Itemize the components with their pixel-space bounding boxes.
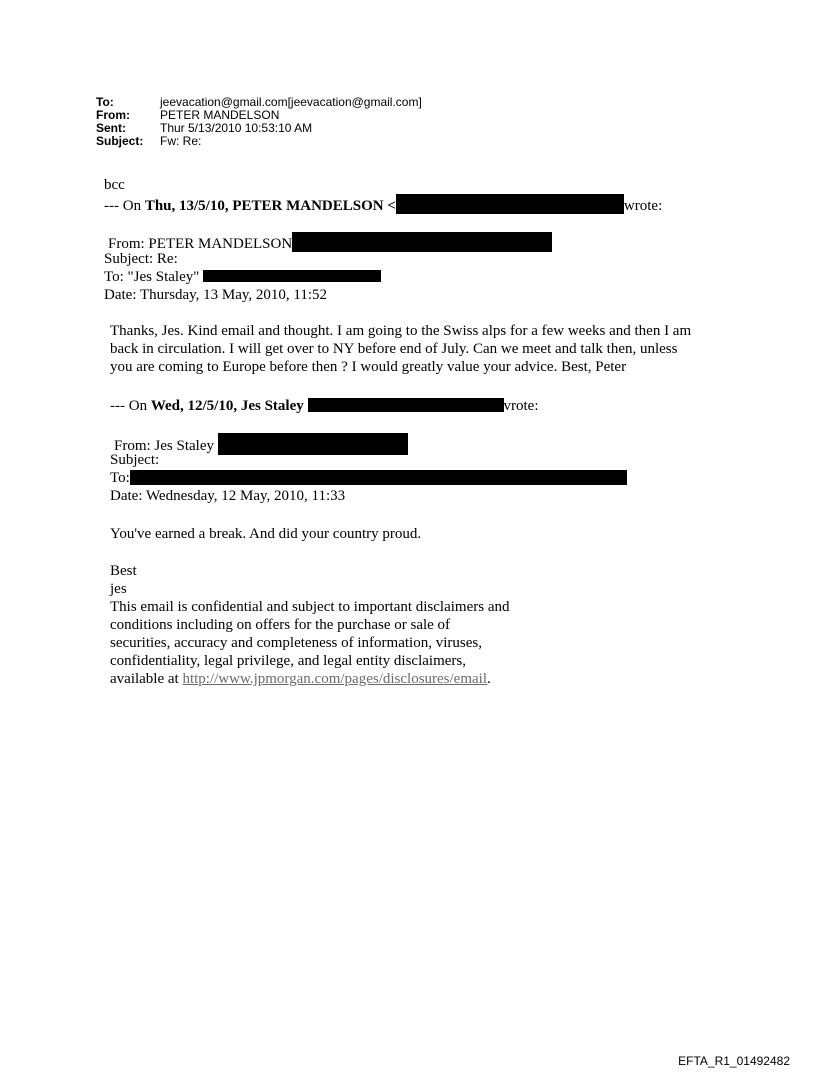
- m2-to: To:: [110, 470, 130, 486]
- p2-line: You've earned a break. And did your country proud.: [110, 526, 422, 542]
- m2-date: Date: Wednesday, 12 May, 2010, 11:33: [110, 488, 346, 504]
- subject-value: Fw: Re:: [160, 134, 202, 148]
- disclaimer-line-4: confidentiality, legal privilege, and legal entity disclaimers,: [110, 653, 466, 669]
- quote-2-sender: Wed, 12/5/10, Jes Staley: [150, 398, 304, 414]
- p1-line-3: you are coming to Europe before then ? I would greatly value your advice. Best, Peter: [110, 359, 627, 375]
- disclosures-link[interactable]: http://www.jpmorgan.com/pages/disclosures/email: [182, 671, 488, 687]
- redaction-bar: [203, 270, 381, 282]
- from-label: From:: [96, 108, 130, 122]
- sent-value: Thur 5/13/2010 10:53:10 AM: [160, 121, 313, 135]
- quote-1-wrote: wrote:: [623, 198, 663, 214]
- email-header: [96, 96, 422, 148]
- redaction-bar: [308, 398, 504, 412]
- redaction-bar: [130, 470, 627, 485]
- disclaimer-line-5: [110, 670, 491, 688]
- from-value: PETER MANDELSON: [160, 108, 280, 122]
- disclaimer-prefix: available at: [110, 671, 183, 687]
- sent-label: Sent:: [96, 121, 126, 135]
- to-label: To:: [96, 95, 114, 109]
- header-sent-row: [96, 122, 422, 135]
- document-id: EFTA_R1_01492482: [678, 1054, 790, 1068]
- quote-1-sender: Thu, 13/5/10, PETER MANDELSON <: [144, 198, 396, 214]
- signature-name: jes: [110, 581, 127, 597]
- quote-2-wrote: vrote:: [503, 398, 539, 414]
- m1-to-line: [104, 268, 381, 286]
- disclaimer-suffix: .: [487, 671, 491, 687]
- p1-line-2: back in circulation. I will get over to NY before end of July. Can we meet and talk then, unless: [110, 341, 678, 357]
- disclaimer-line-3: securities, accuracy and completeness of information, viruses,: [110, 635, 482, 651]
- m1-subject: Subject: Re:: [104, 251, 178, 267]
- header-subject-row: [96, 135, 422, 148]
- quote-2-prefix: --- On: [110, 398, 151, 414]
- m2-from: From: Jes Staley: [114, 438, 214, 454]
- quote-header-1: [104, 194, 662, 215]
- to-value: jeevacation@gmail.com[jeevacation@gmail.com]: [160, 95, 422, 109]
- m1-date: Date: Thursday, 13 May, 2010, 11:52: [104, 287, 328, 303]
- quote-header-2: [110, 397, 539, 415]
- signature-best: Best: [110, 563, 137, 579]
- m1-to: To: "Jes Staley": [104, 269, 200, 285]
- m2-to-line: [110, 469, 627, 487]
- quote-1-prefix: --- On: [104, 198, 145, 214]
- redaction-bar: [292, 232, 552, 252]
- disclaimer-line-1: This email is confidential and subject to important disclaimers and: [110, 599, 510, 615]
- subject-label: Subject:: [96, 134, 144, 148]
- bcc-line: bcc: [104, 177, 125, 193]
- redaction-bar: [218, 433, 408, 455]
- redaction-bar: [396, 194, 624, 214]
- m2-subject: Subject:: [110, 452, 160, 468]
- m1-from: From: PETER MANDELSON: [108, 236, 293, 252]
- p1-line-1: Thanks, Jes. Kind email and thought. I am going to the Swiss alps for a few weeks and then I am: [110, 323, 692, 339]
- disclaimer-line-2: conditions including on offers for the purchase or sale of: [110, 617, 451, 633]
